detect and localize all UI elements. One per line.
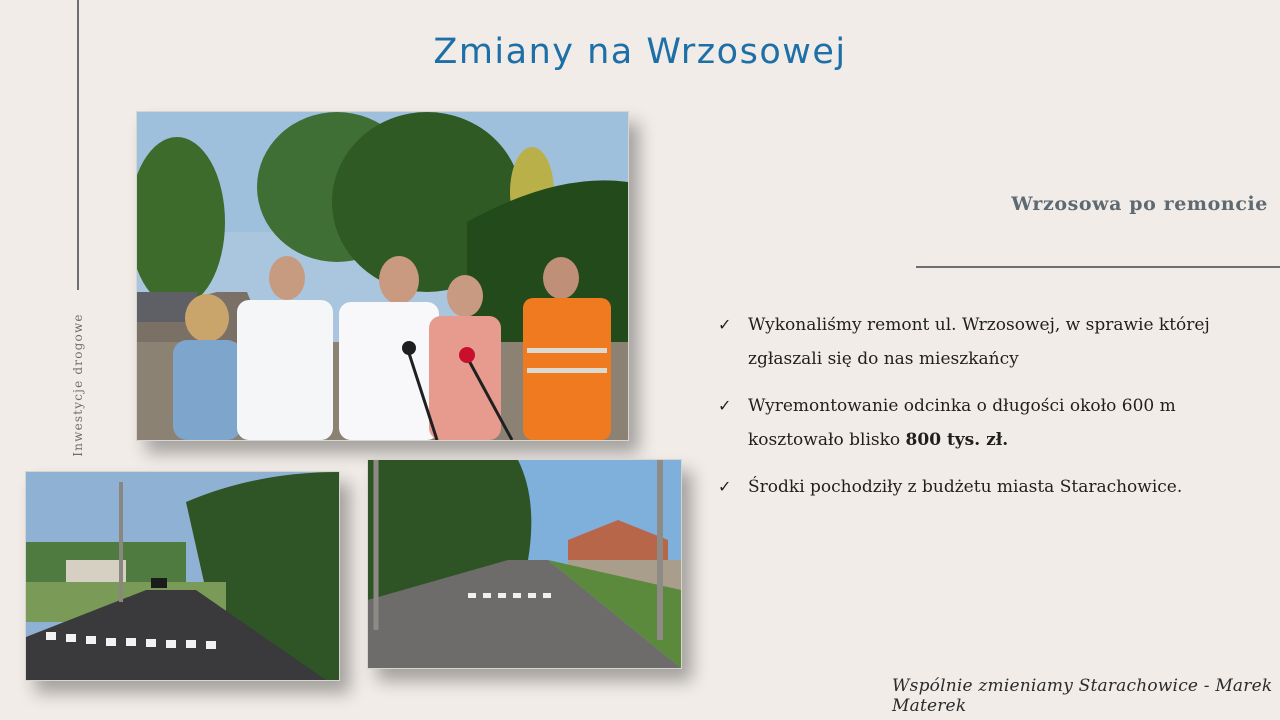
section-subtitle: Wrzosowa po remoncie xyxy=(1011,193,1268,215)
signature-footer: Wspólnie zmieniamy Starachowice - Marek Materek xyxy=(892,676,1273,716)
slide-title: Zmiany na Wrzosowej xyxy=(433,32,847,72)
check-icon: ✓ xyxy=(718,477,732,496)
bullet-item xyxy=(718,389,1218,457)
bullet-list xyxy=(718,308,1218,517)
check-icon: ✓ xyxy=(718,396,732,415)
road-photo-left xyxy=(25,471,340,681)
horizontal-divider-line xyxy=(916,266,1280,268)
bullet-highlight-cost: 800 tys. zł. xyxy=(905,430,1009,450)
bullet-text: Wyremontowanie odcinka o długości około 600 m kosztowało blisko xyxy=(748,396,1176,450)
road-photo-right xyxy=(367,459,682,669)
press-conference-photo xyxy=(136,111,629,441)
bullet-item xyxy=(718,470,1218,504)
check-icon: ✓ xyxy=(718,315,732,334)
bullet-text: Środki pochodziły z budżetu miasta Starachowice. xyxy=(748,477,1183,497)
bullet-item xyxy=(718,308,1218,376)
bullet-text: Wykonaliśmy remont ul. Wrzosowej, w sprawie której zgłaszali się do nas mieszkańcy xyxy=(748,315,1210,369)
section-label: Inwestycje drogowe xyxy=(71,313,85,457)
